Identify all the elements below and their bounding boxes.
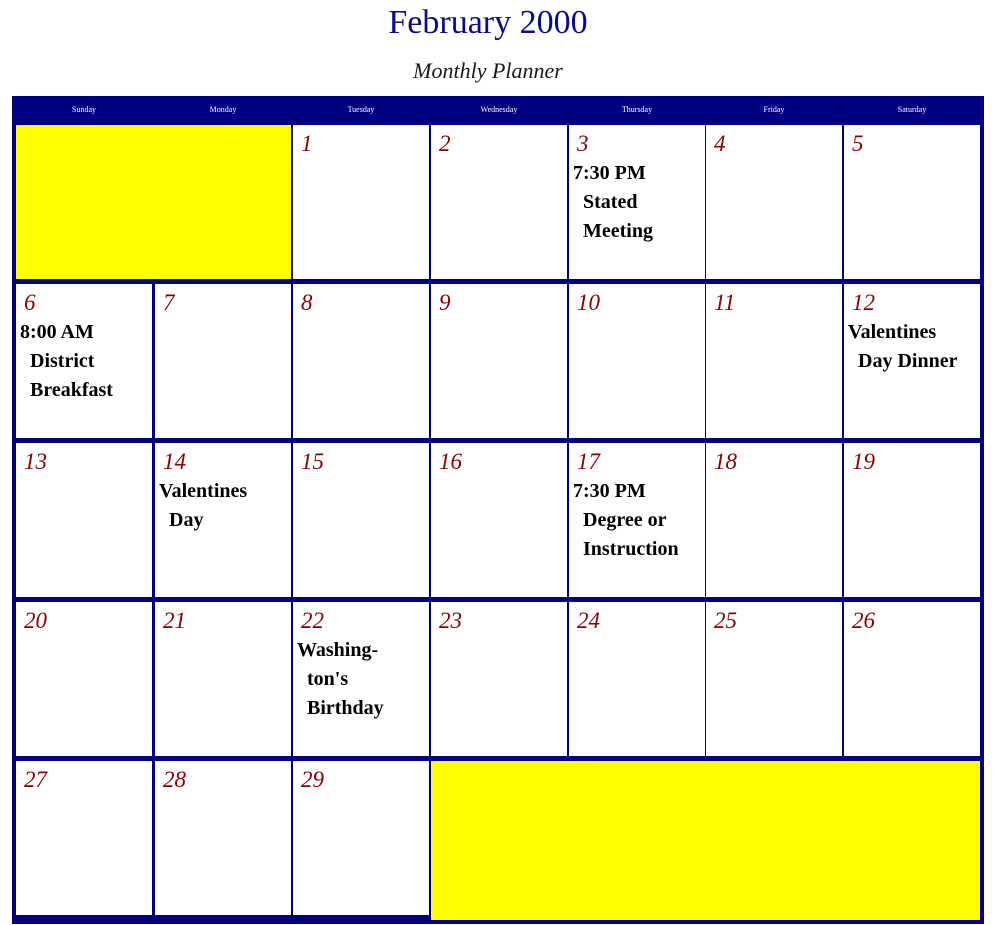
day-cell-26[interactable] — [844, 602, 980, 756]
weekday-saturday: Saturday — [897, 105, 927, 114]
day-number: 19 — [852, 449, 875, 474]
weekday-wednesday: Wednesday — [480, 105, 518, 114]
day-cell-3[interactable] — [569, 125, 705, 279]
weekday-sunday: Sunday — [72, 105, 96, 114]
day-number: 28 — [163, 767, 186, 792]
day-cell-28[interactable] — [155, 761, 291, 915]
day-number: 15 — [301, 449, 324, 474]
day-cell-27[interactable] — [16, 761, 152, 915]
day-number: 3 — [577, 131, 589, 156]
day-event: Valentines Day — [159, 480, 248, 531]
day-cell-25[interactable] — [706, 602, 842, 756]
day-cell-14[interactable] — [155, 443, 291, 597]
day-number: 7 — [163, 290, 175, 315]
day-number: 29 — [301, 767, 324, 792]
day-number: 26 — [852, 608, 875, 633]
day-cell-29[interactable] — [293, 761, 429, 915]
day-cell-7[interactable] — [155, 284, 291, 438]
weekday-thursday: Thursday — [621, 105, 653, 114]
day-cell-19[interactable] — [844, 443, 980, 597]
day-cell-11[interactable] — [706, 284, 842, 438]
weekday-monday: Monday — [209, 105, 237, 114]
day-number: 18 — [714, 449, 737, 474]
page-subtitle: Monthly Planner — [413, 58, 563, 83]
day-event: 7:30 PM Degree or Instruction — [573, 480, 679, 560]
day-cell-9[interactable] — [431, 284, 567, 438]
day-cell-2[interactable] — [431, 125, 567, 279]
day-number: 27 — [24, 767, 47, 792]
day-number: 10 — [577, 290, 600, 315]
day-number: 12 — [852, 290, 875, 315]
day-event: 8:00 AM District Breakfast — [20, 321, 113, 401]
day-number: 6 — [24, 290, 36, 315]
day-number: 5 — [852, 131, 864, 156]
day-cell-15[interactable] — [293, 443, 429, 597]
day-number: 4 — [714, 131, 726, 156]
day-cell-8[interactable] — [293, 284, 429, 438]
day-cell-24[interactable] — [569, 602, 705, 756]
day-number: 23 — [439, 608, 462, 633]
day-event: Washing- ton's Birthday — [297, 639, 384, 719]
day-cell-1[interactable] — [293, 125, 429, 279]
day-number: 2 — [439, 131, 451, 156]
day-event: Valentines Day Dinner — [848, 321, 958, 372]
day-cell-20[interactable] — [16, 602, 152, 756]
day-number: 25 — [714, 608, 737, 633]
empty-days-leading — [16, 125, 291, 279]
day-number: 8 — [301, 290, 313, 315]
day-number: 13 — [24, 449, 47, 474]
day-cell-21[interactable] — [155, 602, 291, 756]
day-cell-12[interactable] — [844, 284, 980, 438]
day-event: 7:30 PM Stated Meeting — [573, 162, 653, 242]
day-cell-4[interactable] — [706, 125, 842, 279]
day-number: 11 — [714, 290, 736, 315]
day-cell-6[interactable] — [16, 284, 152, 438]
day-number: 16 — [439, 449, 462, 474]
day-number: 21 — [163, 608, 186, 633]
weekday-friday: Friday — [763, 105, 785, 114]
day-number: 17 — [577, 449, 600, 474]
day-cell-10[interactable] — [569, 284, 705, 438]
day-cell-22[interactable] — [293, 602, 429, 756]
day-number: 1 — [301, 131, 313, 156]
day-number: 20 — [24, 608, 47, 633]
day-cell-5[interactable] — [844, 125, 980, 279]
day-number: 24 — [577, 608, 600, 633]
day-number: 22 — [301, 608, 324, 633]
day-cell-16[interactable] — [431, 443, 567, 597]
day-cell-18[interactable] — [706, 443, 842, 597]
weekday-tuesday: Tuesday — [347, 105, 375, 114]
page-title: February 2000 — [388, 4, 588, 41]
day-cell-17[interactable] — [569, 443, 705, 597]
day-number: 9 — [439, 290, 451, 315]
day-cell-13[interactable] — [16, 443, 152, 597]
empty-days-trailing — [431, 761, 980, 920]
day-number: 14 — [163, 449, 186, 474]
day-cell-23[interactable] — [431, 602, 567, 756]
